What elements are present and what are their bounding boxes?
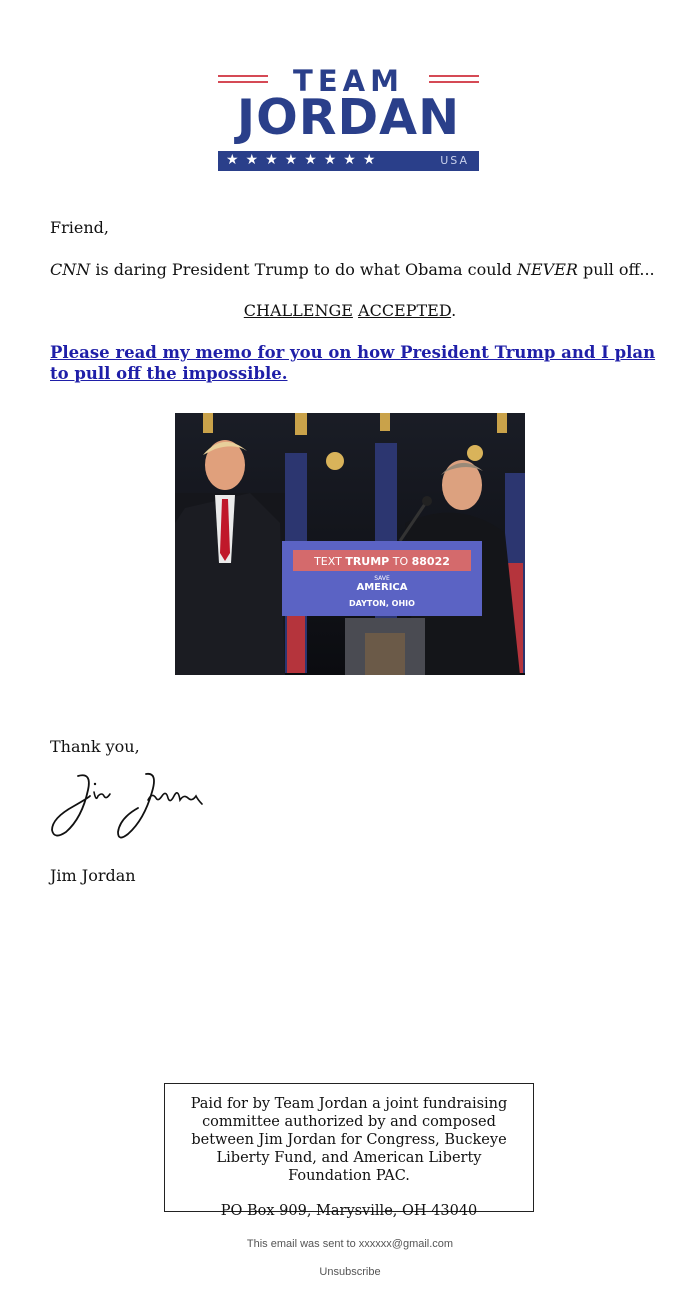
challenge-accepted	[0, 301, 700, 320]
accepted-word: ACCEPTED	[358, 301, 452, 320]
signer-name: Jim Jordan	[50, 866, 136, 885]
logo-team-text: TEAM	[293, 64, 404, 98]
paid-for-disclaimer	[164, 1083, 534, 1219]
logo-usa: USA	[440, 154, 469, 167]
never-text: NEVER	[517, 260, 578, 279]
memo-link[interactable]: Please read my memo for you on how President Trump and I plan to pull off the impossible.	[50, 343, 656, 383]
sign-text-number: 88022	[411, 555, 450, 568]
disclaimer-text: Paid for by Team Jordan a joint fundraising committee authorized by and composed between Jim Jordan for Congress, Buckeye Liberty Fund, and American Liberty Foundation PAC.	[190, 1096, 508, 1184]
recipient-email: xxxxxx@gmail.com	[358, 1238, 454, 1250]
cnn-dare-line	[50, 259, 655, 280]
thank-you: Thank you,	[50, 737, 140, 756]
challenge-period: .	[451, 301, 457, 320]
team-jordan-logo	[217, 66, 480, 174]
sent-to-line	[0, 1238, 700, 1250]
signature	[48, 768, 208, 842]
sign-text-to: TO	[392, 555, 409, 568]
dare-text: is daring President Trump to do what Obama could	[90, 260, 517, 279]
podium	[345, 618, 425, 675]
rally-photo-drawing	[175, 413, 525, 675]
logo-star-band	[218, 151, 479, 171]
logo-jordan-text: JORDAN	[236, 89, 461, 146]
sign-america: AMERICA	[356, 582, 408, 593]
sign-text-prefix: TEXT	[314, 555, 342, 568]
challenge-word: CHALLENGE	[243, 301, 353, 320]
logo-stars: ★★★★★★★★	[226, 152, 383, 168]
svg-text:TEXT TRUMP TO	[313, 555, 450, 568]
cnn-text: CNN	[50, 260, 91, 279]
mailing-address: PO Box 909, Marysville, OH 43040	[220, 1203, 478, 1219]
sent-to-label: This email was sent to	[246, 1238, 359, 1250]
podium-sign	[282, 541, 482, 616]
unsubscribe-link[interactable]: Unsubscribe	[319, 1266, 381, 1278]
sign-location: DAYTON, OHIO	[349, 599, 415, 608]
sign-text-trump: TRUMP	[345, 555, 390, 568]
pull-off-text: pull off...	[577, 260, 655, 279]
rally-photo[interactable]	[175, 413, 525, 675]
greeting: Friend,	[50, 218, 109, 237]
sign-save: SAVE	[374, 575, 390, 582]
